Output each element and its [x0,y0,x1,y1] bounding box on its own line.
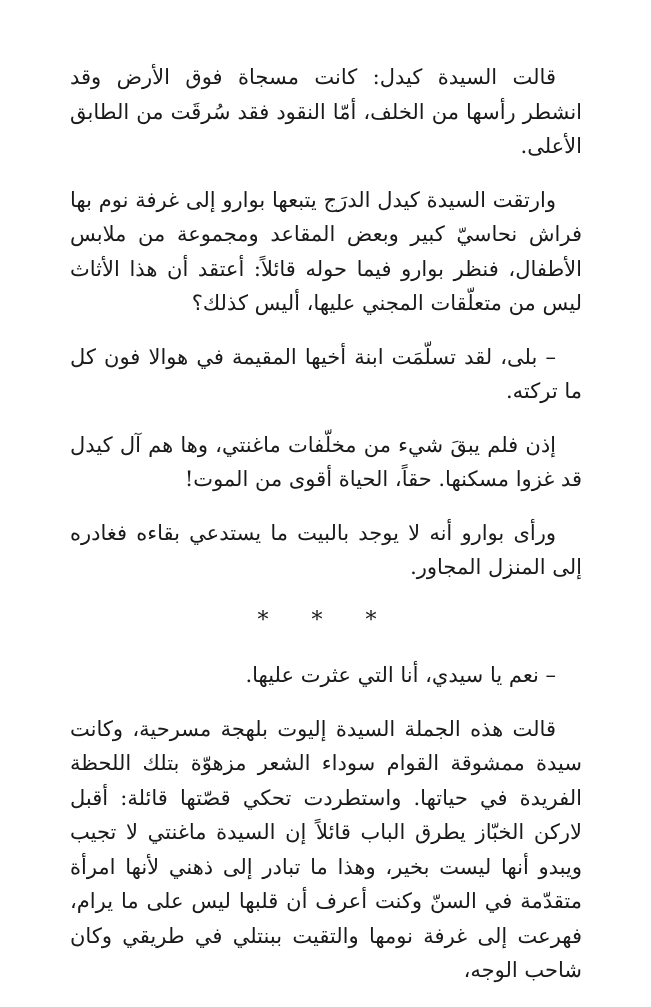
paragraph-niece-reply: – بلى، لقد تسلّمَت ابنة أخيها المقيمة في هوالا فون كل ما تركته. [70,344,582,403]
book-page [70,60,582,1007]
section-separator: * * * [257,607,395,633]
paragraph-poirot-leaves: ورأى بوارو أنه لا يوجد بالبيت ما يستدعي بقاءه فغادره إلى المنزل المجاور. [70,520,582,579]
paragraph-kiddle-account: قالت السيدة كيدل: كانت مسجاة فوق الأرض وقد انشطر رأسها من الخلف، أمّا النقود فقد سُرقَت من الطابق الأعلى. [70,65,582,158]
paragraph-upstairs-bedroom: وارتقت السيدة كيدل الدرَج يتبعها بوارو إلى غرفة نوم بها فراش نحاسيّ كبير وبعض المقاعد ومجموعة من ملابس الأطفال، فنظر بوارو فيما حوله قائلاً: أعتقد أن هذا الأثاث ليس من متعلّقات المجني عليها، أليس كذلك؟ [70,187,582,315]
paragraph-life-stronger: إذن فلم يبقَ شيء من مخلّفات ماغنتي، وها هم آل كيدل قد غزوا مسكنها. حقاً، الحياة أقوى من الموت! [70,432,582,491]
paragraph-elliot-reply: – نعم يا سيدي، أنا التي عثرت عليها. [245,663,556,687]
paragraph-elliot-story: قالت هذه الجملة السيدة إليوت بلهجة مسرحية، وكانت سيدة ممشوقة القوام سوداء الشعر مزهوّة بتلك اللحظة الفريدة في حياتها. واستطردت تحكي قصّتها قائلة: أقبل لاركن الخبّاز يطرق الباب قائلاً إن السيدة ماغنتي لا تجيب ويبدو أنها ليست بخير، وهذا ما تبادر إلى ذهني لأنها امرأة متقدّمة في السنّ وكنت أعرف أن قلبها ليس على ما يرام، فهرعت إلى غرفة نومها والتقيت ببنتلي في طريقي وكان شاحب الوجه، [70,716,582,982]
